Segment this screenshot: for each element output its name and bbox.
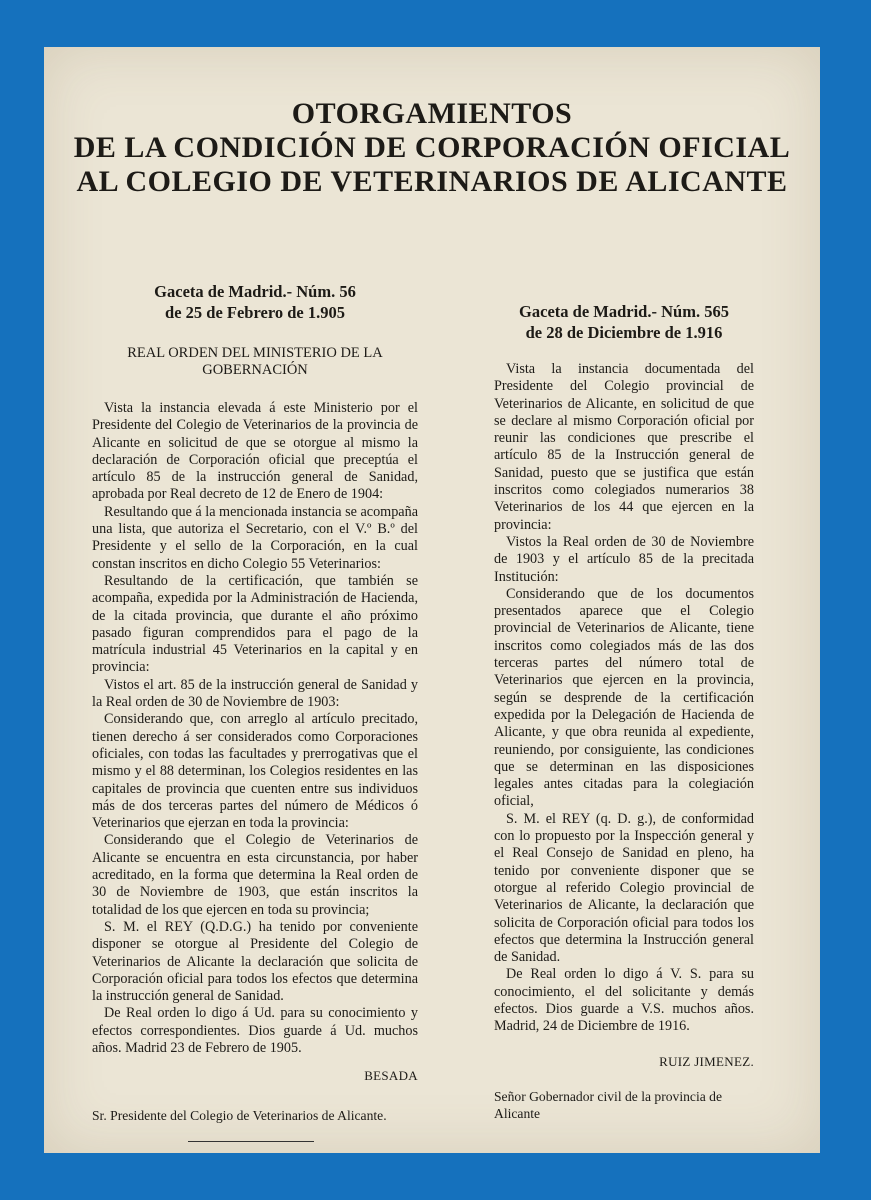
gaceta-date: de 25 de Febrero de 1.905 (165, 303, 345, 322)
paragraph: Vista la instancia elevada á este Ministerio por el Presidente del Colegio de Veterinarios de la provincia de Alicante en solicitud de que se otorgue al mismo la declaración de Corporación oficial que preceptúa el artículo 85 de la instrucción general de Sanidad, aprobada por Real decreto de 12 de Enero de 1904: (92, 400, 418, 503)
gaceta-heading-1905 (92, 281, 418, 323)
gaceta-number: Gaceta de Madrid.- Núm. 56 (154, 282, 356, 301)
signature-ruiz-jimenez: RUIZ JIMENEZ. (659, 1053, 754, 1069)
title-line-1: OTORGAMIENTOS (291, 97, 573, 130)
right-column (494, 301, 754, 1122)
paragraph: Considerando que, con arreglo al artículo precitado, tienen derecho á ser considerados como Corporaciones oficiales, con todas las facultades y prerrogativas que el mismo y el 88 determinan, los Colegios residentes en las capitales de provincia que cuenten entre sus individuos más de dos terceras partes del número de Médicos ó Veterinarios que ejerzan en toda la provincia: (92, 711, 418, 832)
ministerio-line-2: GOBERNACIÓN (202, 362, 308, 378)
addressee-right: Señor Gobernador civil de la provincia de Alicante (494, 1088, 722, 1122)
paragraph: S. M. el REY (q. D. g.), de conformidad con lo propuesto por la Inspección general y el Real Consejo de Sanidad en pleno, ha tenido por conveniente disponer que se otorgue al referido Colegio provincial de Veterinarios de Alicante, la declaración que solicita de Corporación oficial para todos los efectos que determina la Instrucción general de Sanidad. (494, 810, 754, 966)
paragraph: Considerando que el Colegio de Veterinarios de Alicante se encuentra en esta circunstancia, por haber acreditado, en la forma que determina la Real orden de 30 de Noviembre de 1903, que están inscritos la totalidad de los que ejercen en toda su provincia; (92, 832, 418, 918)
signature-besada: BESADA (364, 1068, 418, 1084)
title-line-3: AL COLEGIO DE VETERINARIOS DE ALICANTE (76, 165, 788, 198)
title-line-2: DE LA CONDICIÓN DE CORPORACIÓN OFICIAL (73, 131, 791, 164)
addressee-left: Sr. Presidente del Colegio de Veterinarios de Alicante. (92, 1107, 387, 1123)
document-title (44, 97, 820, 199)
left-column (92, 281, 418, 1142)
gaceta-heading-1916 (494, 301, 754, 343)
ministerio-heading (92, 345, 418, 379)
paragraph: Resultando que á la mencionada instancia se acompaña una lista, que autoriza el Secretario, con el V.º B.º del Presidente y el sello de la Corporación, en la cual constan inscritos en dicho Colegio 55 Veterinarios: (92, 503, 418, 572)
document-sheet (44, 47, 820, 1153)
paragraph: Vista la instancia documentada del Presidente del Colegio provincial de Veterinarios de Alicante, en solicitud de que se declare al mismo Corporación oficial por reunir las condiciones que prescribe el artículo 85 de la Instrucción general de Sanidad, puesto que se justifica que están inscritos como colegiados numerarios 38 Veterinarios de los 44 que ejercen en la provincia: (494, 361, 754, 533)
paragraph: Vistos el art. 85 de la instrucción general de Sanidad y la Real orden de 30 de Noviembre de 1903: (92, 676, 418, 711)
paragraph: Resultando de la certificación, que también se acompaña, expedida por la Administración de Hacienda, de la citada provincia, que durante el año próximo pasado figuran comprendidos para el pago de la matrícula industrial 45 Veterinarios en la capital y en provincia: (92, 572, 418, 676)
gaceta-number: Gaceta de Madrid.- Núm. 565 (519, 302, 729, 321)
divider-rule (188, 1141, 314, 1142)
ministerio-line-1: REAL ORDEN DEL MINISTERIO DE LA (127, 345, 383, 361)
paragraph: Vistos la Real orden de 30 de Noviembre de 1903 y el artículo 85 de la precitada Institución: (494, 533, 754, 585)
paragraph: De Real orden lo digo á V. S. para su conocimiento, el del solicitante y demás efectos. Dios guarde a V.S. muchos años. Madrid, 24 de Diciembre de 1916. (494, 966, 754, 1035)
left-body-text (92, 400, 418, 1057)
paragraph: De Real orden lo digo á Ud. para su conocimiento y efectos correspondientes. Dios guarde á Ud. muchos años. Madrid 23 de Febrero de 1905. (92, 1005, 418, 1056)
paragraph: S. M. el REY (Q.D.G.) ha tenido por conveniente disponer se otorgue al Presidente del Colegio de Veterinarios de Alicante la declaración que solicita de Corporación oficial para todos los efectos que determina la instrucción general de Sanidad. (92, 918, 418, 1005)
right-body-text (494, 361, 754, 1036)
gaceta-date: de 28 de Diciembre de 1.916 (525, 323, 723, 342)
paragraph: Considerando que de los documentos presentados aparece que el Colegio provincial de Veterinarios de Alicante, tiene inscritos como colegiados más de las dos terceras partes del número total de Veterinarios que ejercen en la provincia, según se desprende de la certificación expedida por la Delegación de Hacienda de Alicante, y que obra reunida al expediente, reuniendo, por consiguiente, las condiciones que se determinan en las disposiciones legales antes citadas para la colegiación oficial, (494, 585, 754, 810)
